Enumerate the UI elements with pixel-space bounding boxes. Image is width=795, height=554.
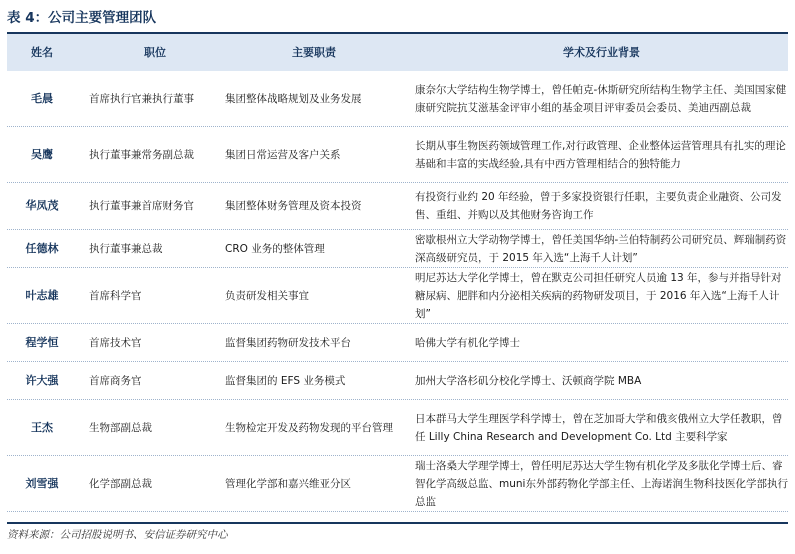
cell-name: 任德林 xyxy=(25,241,59,255)
cell-position: 首席技术官 xyxy=(89,336,142,349)
header-name: 姓名 xyxy=(31,46,53,59)
cell-position: 首席科学官 xyxy=(89,289,142,302)
cell-responsibility: 管理化学部和嘉兴维亚分区 xyxy=(225,477,351,490)
table-row xyxy=(7,362,788,400)
table-body xyxy=(7,71,788,512)
cell-background: 长期从事生物医药领域管理工作,对行政管理、企业整体运营管理具有扎实的理论基础和丰富的实战经验,具有中西方管理相结合的独特能力 xyxy=(415,139,786,170)
table-bottom-divider xyxy=(7,522,788,524)
table-row xyxy=(7,230,788,268)
table-row xyxy=(7,127,788,183)
cell-responsibility: 监督集团药物研发技术平台 xyxy=(225,336,351,349)
table-row xyxy=(7,324,788,362)
header-background: 学术及行业背景 xyxy=(563,46,640,59)
cell-background: 瑞士洛桑大学理学博士，曾任明尼苏达大学生物有机化学及多肽化学博士后、睿智化学高级总监、muni东外部药物化学部主任、上海诺润生物科技医化学部执行总监 xyxy=(415,459,788,508)
cell-name: 毛晨 xyxy=(31,91,53,105)
cell-responsibility: 集团整体战略规划及业务发展 xyxy=(225,92,362,105)
cell-background: 哈佛大学有机化学博士 xyxy=(415,336,520,349)
table-row xyxy=(7,456,788,512)
cell-name: 叶志雄 xyxy=(25,288,59,302)
source-note: 资料来源：公司招股说明书、安信证券研究中心 xyxy=(7,529,228,541)
cell-background: 日本群马大学生理医学科学博士，曾在芝加哥大学和俄亥俄州立大学任教职，曾任 Lilly China Research and Development Co. Ltd 主要科学家 xyxy=(415,412,783,443)
header-responsibility: 主要职责 xyxy=(292,46,336,59)
cell-position: 执行董事兼常务副总裁 xyxy=(89,148,194,161)
table-row xyxy=(7,400,788,456)
cell-background: 康奈尔大学结构生物学博士，曾任帕克-休斯研究所结构生物学主任、美国国家健康研究院抗艾滋基金评审小组的基金项目评审委员会委员、美迪西副总裁 xyxy=(415,83,787,114)
cell-position: 执行董事兼总裁 xyxy=(89,242,163,255)
cell-responsibility: 监督集团的 EFS 业务模式 xyxy=(225,374,346,387)
cell-name: 许大强 xyxy=(25,373,59,387)
cell-background: 明尼苏达大学化学博士，曾在默克公司担任研究人员逾 13 年，参与并指导针对糖尿病、肥胖和内分泌相关疾病的药物研发项目，于 2016 年入选“上海千人计划” xyxy=(415,271,782,320)
cell-position: 生物部副总裁 xyxy=(89,421,152,434)
table-row xyxy=(7,71,788,127)
cell-responsibility: 生物检定开发及药物发现的平台管理 xyxy=(225,421,393,434)
cell-position: 首席商务官 xyxy=(89,374,142,387)
cell-position: 首席执行官兼执行董事 xyxy=(89,92,194,105)
cell-background: 密歇根州立大学动物学博士，曾任美国华纳-兰伯特制药公司研究员、辉瑞制药资深高级研究员，于 2015 年入选“上海千人计划” xyxy=(415,233,787,264)
cell-background: 有投资行业约 20 年经验，曾于多家投资银行任职，主要负责企业融资、公司发售、重组、并购以及其他财务咨询工作 xyxy=(415,191,782,221)
cell-background: 加州大学洛杉矶分校化学博士、沃顿商学院 MBA xyxy=(415,374,642,387)
cell-name: 华凤茂 xyxy=(25,199,59,212)
cell-name: 刘雪强 xyxy=(25,476,59,490)
cell-name: 王杰 xyxy=(31,420,53,434)
table-row xyxy=(7,183,788,230)
cell-responsibility: CRO 业务的整体管理 xyxy=(225,242,325,255)
cell-position: 执行董事兼首席财务官 xyxy=(89,200,194,212)
cell-name: 程学恒 xyxy=(25,335,59,349)
cell-responsibility: 集团整体财务管理及资本投资 xyxy=(225,200,362,212)
header-position: 职位 xyxy=(144,46,166,59)
table-title: 表 4：公司主要管理团队 xyxy=(7,10,157,26)
cell-position: 化学部副总裁 xyxy=(89,477,152,490)
table-header xyxy=(7,34,788,71)
table-row xyxy=(7,268,788,324)
cell-responsibility: 负责研发相关事宜 xyxy=(225,289,309,302)
cell-responsibility: 集团日常运营及客户关系 xyxy=(225,148,341,161)
cell-name: 吴鹰 xyxy=(31,147,53,161)
